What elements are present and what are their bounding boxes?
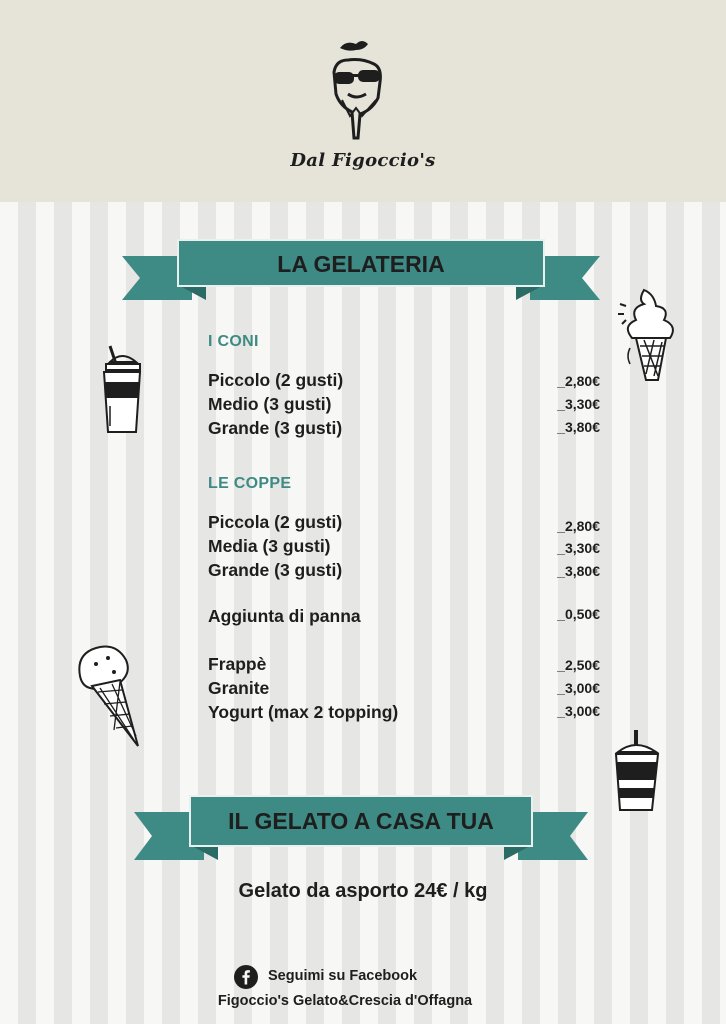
banner-gelateria xyxy=(122,238,600,302)
menu-item-name: Grande (3 gusti) xyxy=(208,418,343,438)
takeaway-price: Gelato da asporto 24€ / kg xyxy=(238,880,488,902)
menu-item-name: Yogurt (max 2 topping) xyxy=(208,702,399,722)
menu-item-name: Medio (3 gusti) xyxy=(208,394,332,414)
menu-item-name: Media (3 gusti) xyxy=(208,536,331,556)
facebook-icon xyxy=(234,965,258,989)
menu-item-name: Frappè xyxy=(208,654,267,674)
facebook-page-name: Figoccio's Gelato&Crescia d'Offagna xyxy=(217,993,473,1009)
facebook-label[interactable]: Seguimi su Facebook xyxy=(268,968,418,984)
banner-casa-title: IL GELATO A CASA TUA xyxy=(228,808,494,834)
menu-item-name: Aggiunta di panna xyxy=(208,606,361,626)
menu-item-price: _2,80€ xyxy=(557,518,600,534)
menu-item-name: Piccola (2 gusti) xyxy=(208,512,343,532)
menu-item-name: Granite xyxy=(208,678,270,698)
brand-name: Dal Figoccio's xyxy=(290,150,436,171)
menu-item-price: _3,80€ xyxy=(557,419,600,435)
menu-item-name: Grande (3 gusti) xyxy=(208,560,343,580)
menu-item-price: _0,50€ xyxy=(557,606,600,622)
milkshake-icon xyxy=(96,344,148,436)
menu-item-price: _3,00€ xyxy=(557,680,600,696)
menu-item-price: _3,30€ xyxy=(557,396,600,412)
section-title-coppe: LE COPPE xyxy=(208,475,292,492)
section-title-coni: I CONI xyxy=(208,333,259,350)
banner-casa xyxy=(134,794,588,862)
menu-item-price: _3,30€ xyxy=(557,540,600,556)
header xyxy=(0,0,726,202)
menu-item-price: _2,80€ xyxy=(557,373,600,389)
banner-gelateria-title: LA GELATERIA xyxy=(277,251,445,277)
menu-item-price: _3,00€ xyxy=(557,703,600,719)
portrait-logo-icon xyxy=(322,38,392,143)
iced-drink-icon xyxy=(608,728,666,816)
scoop-cone-icon xyxy=(74,640,148,752)
soft-serve-cone-icon xyxy=(614,286,678,386)
menu-item-name: Piccolo (2 gusti) xyxy=(208,370,344,390)
menu-item-price: _2,50€ xyxy=(557,657,600,673)
menu-item-price: _3,80€ xyxy=(557,563,600,579)
